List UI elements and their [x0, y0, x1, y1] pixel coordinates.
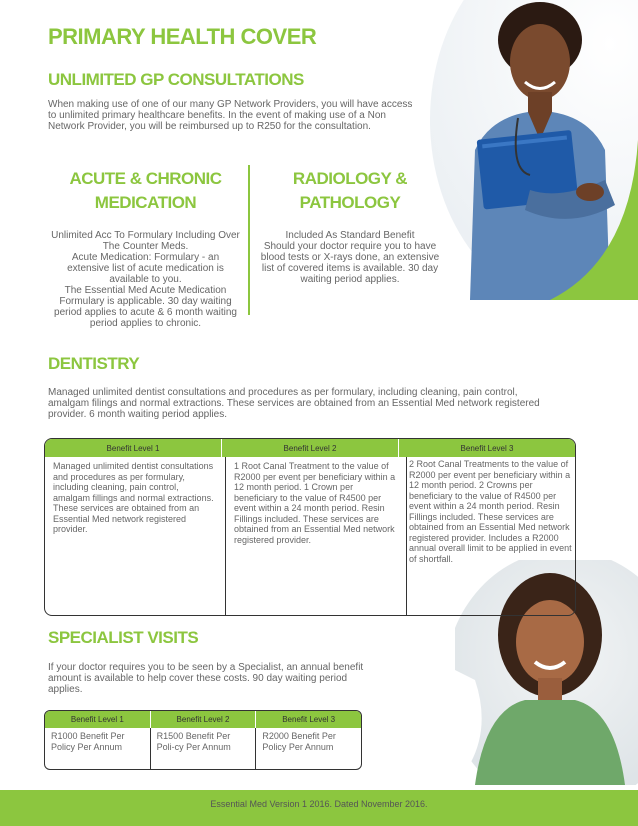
footer-text: Essential Med Version 1 2016. Dated November 2016. — [210, 799, 428, 809]
specialist-cell: R1500 Benefit Per Poli-cy Per Annum — [151, 728, 257, 769]
dentistry-header-cell: Benefit Level 2 — [222, 439, 399, 457]
dentistry-heading: DENTISTRY — [48, 354, 140, 373]
specialist-header-cell: Benefit Level 1 — [45, 711, 151, 728]
acute-line: available to you. — [109, 274, 182, 285]
specialist-header-cell: Benefit Level 3 — [282, 715, 336, 724]
section-divider — [248, 165, 250, 315]
acute-heading-line1: ACUTE & CHRONIC — [69, 169, 222, 188]
radiology-line: waiting period applies. — [300, 274, 400, 285]
specialist-table-row — [45, 728, 361, 769]
gp-text: When making use of one of our many GP Network Providers, you will have access to unlimited primary healthcare benefits. In the event of making use of a Non Network Provider, you will be reimbursed up to R250 for the consultation. — [48, 99, 413, 132]
specialist-table-header — [45, 711, 361, 728]
radiology-heading — [255, 167, 445, 215]
acute-line: Formulary is applicable. 30 day waiting — [59, 296, 232, 307]
radiology-heading-line2: PATHOLOGY — [299, 193, 401, 212]
acute-heading — [48, 167, 243, 215]
acute-text — [48, 230, 243, 329]
dentistry-table-row — [45, 457, 575, 615]
dentistry-header-cell: Benefit Level 3 — [460, 443, 514, 453]
specialist-table — [44, 710, 362, 770]
acute-heading-line2: MEDICATION — [94, 193, 197, 212]
acute-line: Acute Medication: Formulary - an — [71, 252, 220, 263]
page-title: PRIMARY HEALTH COVER — [48, 24, 317, 49]
radiology-line: Included As Standard Benefit — [285, 230, 415, 241]
nurse-photo — [430, 0, 638, 300]
dentistry-cell: Managed unlimited dentist consultations and procedures as per formulary, including cleaning, pain control, amalgam fillings and normal extractions. These services are obtained from an Essential Med network registered provider. — [45, 457, 226, 615]
dentistry-table-header — [45, 439, 575, 457]
acute-line: Unlimited Acc To Formulary Including Over — [51, 230, 240, 241]
dentistry-cell: 1 Root Canal Treatment to the value of R2000 per event per beneficiary within a 12 month period. 1 Crown per beneficiary to the value of R4500 per event within a 24 month period. Resin Fillings included. These services are obtained from an Essential Med network registered provider. — [226, 457, 407, 615]
specialist-text: If your doctor requires you to be seen by a Specialist, an annual benefit amount is available to help cover these costs. 90 day waiting period applies. — [48, 662, 364, 695]
specialist-heading: SPECIALIST VISITS — [48, 628, 199, 647]
radiology-line: list of covered items is available. 30 day — [261, 263, 439, 274]
dentistry-text: Managed unlimited dentist consultations and procedures as per formulary, including cleaning, pain control, amalgam filings and normal extractions. These services are obtained from an Essential Med network registered provider. 6 month waiting period applies. — [48, 387, 540, 420]
dentistry-header-cell: Benefit Level 1 — [45, 439, 222, 457]
dentistry-table — [44, 438, 576, 616]
specialist-cell: R1000 Benefit Per Policy Per Annum — [45, 728, 151, 769]
specialist-cell: R2000 Benefit Per Policy Per Annum — [262, 731, 336, 752]
acute-line: period applies to acute & 6 month waiting — [54, 307, 237, 318]
acute-line: The Counter Meds. — [102, 241, 189, 252]
radiology-text — [255, 230, 445, 285]
acute-line: The Essential Med Acute Medication — [64, 285, 227, 296]
radiology-line: blood tests or X-rays done, an extensive — [260, 252, 440, 263]
acute-line: period applies to chronic. — [89, 318, 202, 329]
specialist-header-cell: Benefit Level 2 — [151, 711, 257, 728]
dentistry-cell: 2 Root Canal Treatments to the value of R2000 per event per beneficiary within a 12 month period. 2 Crowns per beneficiary to the value of R4500 per event within a 24 month period. Resin Fillings included. These services are obtained from an Essential Med network registered provider. Includes a R2000 annual overall limit to be applied in event of shortfall. — [409, 459, 572, 564]
radiology-heading-line1: RADIOLOGY & — [292, 169, 408, 188]
gp-heading: UNLIMITED GP CONSULTATIONS — [48, 70, 304, 89]
radiology-line: Should your doctor require you to have — [263, 241, 437, 252]
acute-line: extensive list of acute medication is — [67, 263, 224, 274]
